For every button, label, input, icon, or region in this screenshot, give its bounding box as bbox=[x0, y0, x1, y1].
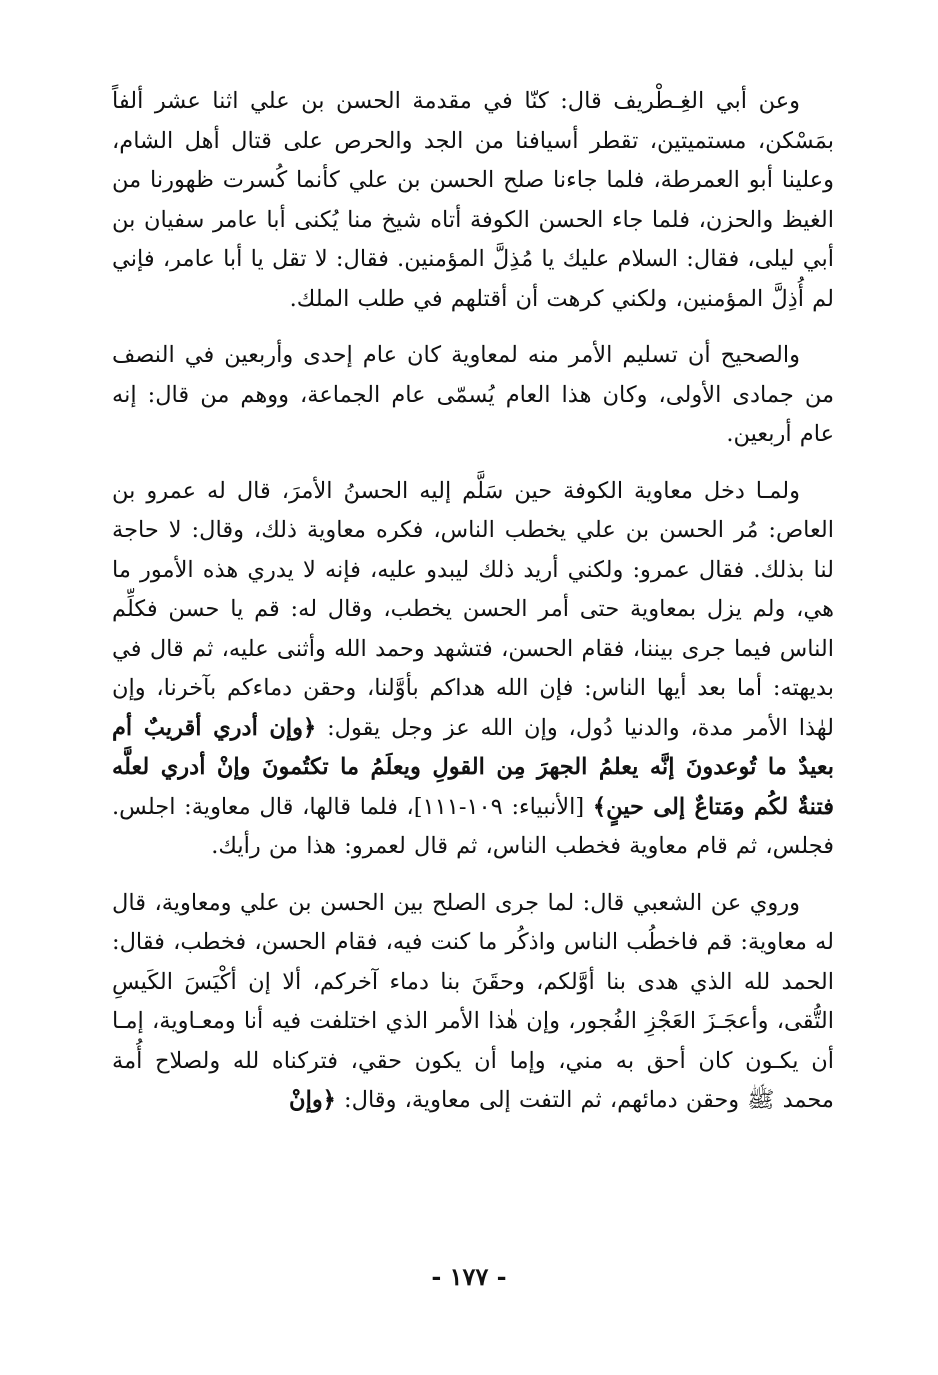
paragraph-text: وروي عن الشعبي قال: لما جرى الصلح بين الحسن بن علي ومعاوية، قال له معاوية: قم فاخطُب الناس واذكُر ما كنت فيه، فقام الحسن، فخطب، فقال: الحمد لله الذي هدى بنا أوَّلكم، وحقَنَ بنا دماء آخركم، ألا إن أكْيَسَ الكَيسِ التُّقى، وأعجَـزَ العَجْزِ الفُجور، وإن هٰذا الأمر الذي اختلفت فيه أنا ومعـاوية، إمـا أن يكـون كان أحق به مني، وإما أن يكون حقي، فتركناه لله ولصلاح أُمة محمد ﷺ وحقن دمائهم، ثم التفت إلى معاوية، وقال: bbox=[112, 889, 834, 1113]
paragraph-text: ولمـا دخل معاوية الكوفة حين سَلَّم إليه الحسنُ الأمرَ، قال له عمرو بن العاص: مُر الحسن بن علي يخطب الناس، فكره معاوية ذلك، وقال: لا حاجة لنا بذلك. فقال عمرو: ولكني أريد ذلك ليبدو عليه، فإنه لا يدري هذه الأمور ما هي، ولم يزل بمعاوية حتى أمر الحسن يخطب، وقال له: قم يا حسن فكلِّم الناس فيما جرى بيننا، فقام الحسن، فتشهد وحمد الله وأثنى عليه، ثم قال في بديهته: أما بعد أيها الناس: فإن الله هداكم بأوَّلنا، وحقن دماءكم بآخرنا، وإن لهٰذا الأمر مدة، والدنيا دُول، وإن الله عز وجل يقول: bbox=[112, 477, 834, 741]
page-body bbox=[112, 82, 834, 1138]
page-number: - ١٧٧ - bbox=[431, 1262, 507, 1291]
paragraph-text: والصحيح أن تسليم الأمر منه لمعاوية كان عام إحدى وأربعين في النصف من جمادى الأولى، وكان هذا العام يُسمّى عام الجماعة، ووهم من قال: إنه عام أربعين. bbox=[112, 342, 834, 447]
quran-verse-start: ﴿وإنْ bbox=[289, 1087, 336, 1113]
paragraph-muawiya-kufa bbox=[112, 472, 834, 867]
paragraph-text: وعن أبي الغِـطْريف قال: كنّا في مقدمة الحسن بن علي اثنا عشر ألفاً بمَسْكن، مستميتين، تقطر أسيافنا من الجد والحرص على قتال أهل الشام، وعلينا أبو العمرطة، فلما جاءنا صلح الحسن بن علي كأنما كُسرت ظهورنا من الغيظ والحزن، فلما جاء الحسن الكوفة أتاه شيخ منا يُكنى أبا عامر سفيان بن أبي ليلى، فقال: السلام عليك يا مُذِلَّ المؤمنين. فقال: لا تقل يا أبا عامر، فإني لم أُذِلَّ المؤمنين، ولكني كرهت أن أقتلهم في طلب الملك. bbox=[112, 88, 834, 312]
paragraph-abu-al-ghitrif bbox=[112, 82, 834, 319]
paragraph-text: [الأنبياء: ١٠٩-١١١]، فلما قالها، قال معاوية: اجلس. فجلس، ثم قام معاوية فخطب الناس، ثم قال لعمرو: هذا من رأيك. bbox=[112, 793, 834, 859]
paragraph-al-shabi bbox=[112, 884, 834, 1121]
paragraph-year-of-unity bbox=[112, 336, 834, 455]
quran-verse: ﴿وإن أدري أقريبٌ أم بعيدٌ ما تُوعدونَ إنَّه يعلمُ الجهرَ مِن القولِ ويعلَمُ ما تكتُمونَ وإنْ أدري لعلَّه فتنةٌ لكُم ومَتاعٌ إلى حينٍ﴾ bbox=[112, 714, 834, 820]
